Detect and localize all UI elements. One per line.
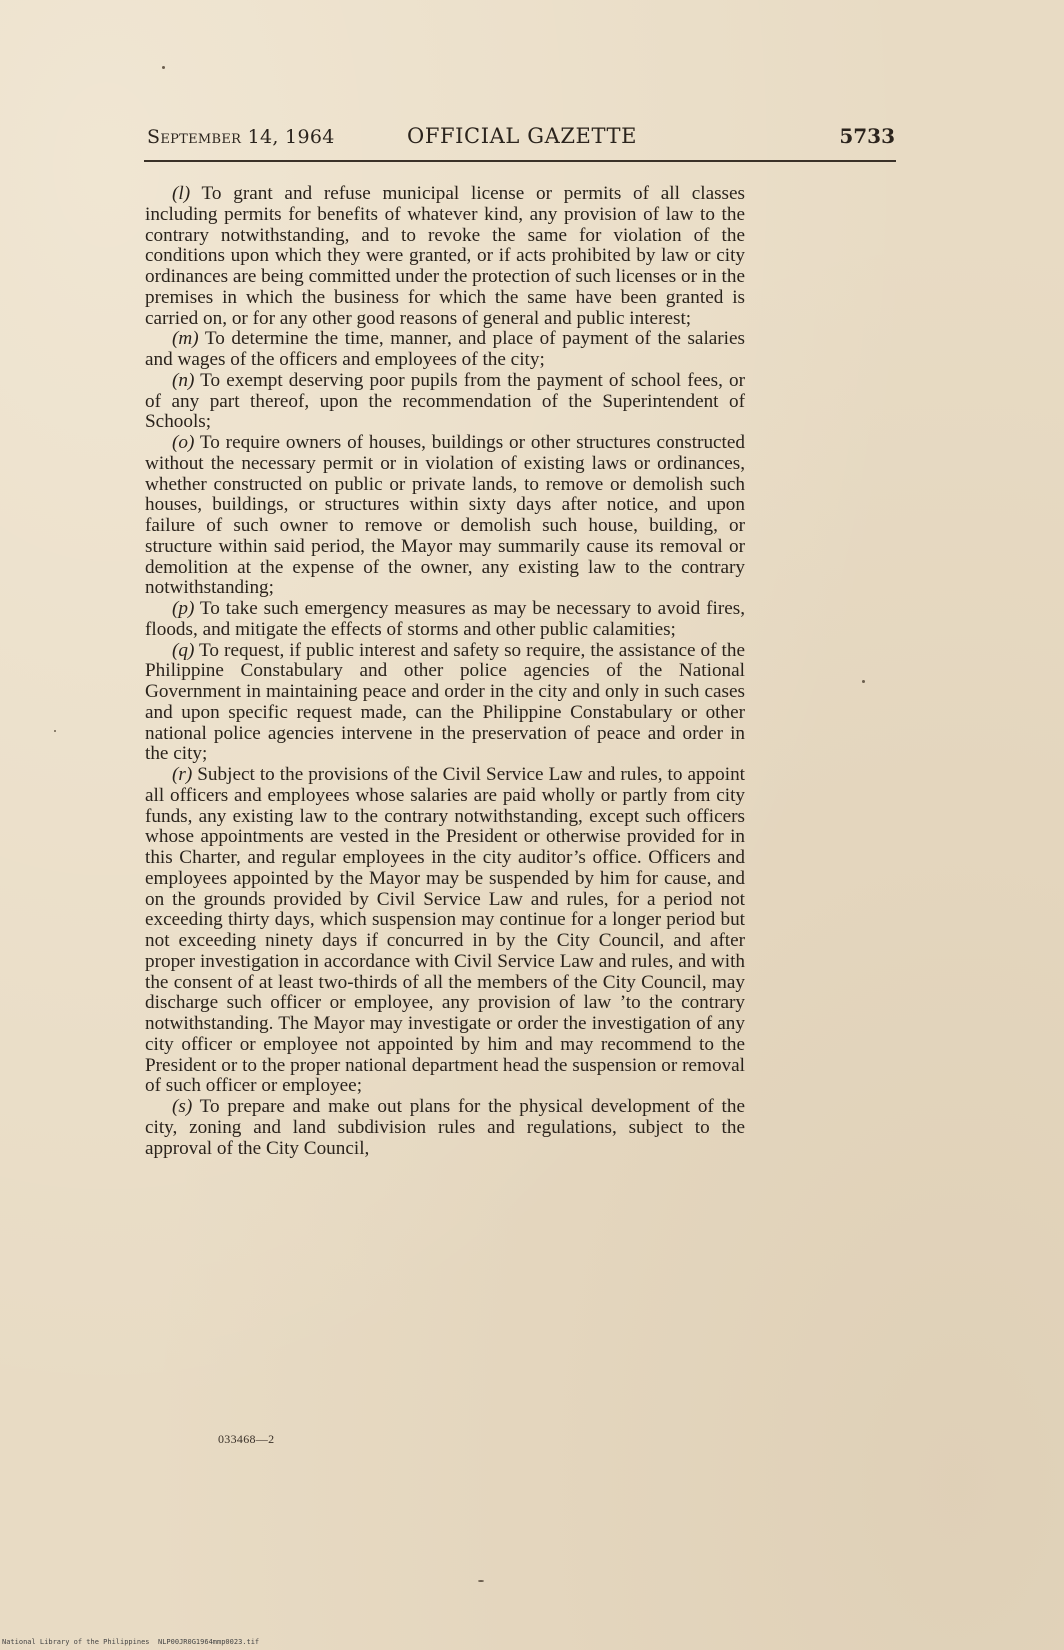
scan-footer-source: National Library of the Philippines: [2, 1638, 150, 1646]
paragraph-text: To exempt deserving poor pupils from the payment of school fees, or of any part thereof, upon the recommendation of the Superintendent of Schools;: [145, 369, 745, 433]
page-header: [145, 124, 895, 154]
scan-footer-filename: NLP00JR0G1964mmp0023.tif: [158, 1638, 260, 1646]
paragraph-letter: (r): [172, 764, 193, 785]
paragraph-m: [145, 329, 745, 371]
paragraph-letter: (o): [172, 432, 195, 453]
paragraph-letter: (p): [172, 598, 195, 619]
paragraph-p: [145, 599, 745, 641]
paragraph-text: To take such emergency measures as may be necessary to avoid fires, floods, and mitigate the effects of storms and other public calamities;: [145, 598, 745, 640]
paragraph-text: To require owners of houses, buildings or other structures constructed without the necessary permit or in violation of existing laws or ordinances, whether constructed on public or private lands, to remove or demolish such houses, buildings, or structures within sixty days after notice, and upon failure of such owner to remove or demolish such house, building, or structure within said period, the Mayor may summarily cause its removal or demolition at the expense of the owner, any existing law to the contrary notwithstanding;: [145, 432, 745, 599]
paragraph-l: [145, 184, 745, 329]
paragraph-o: [145, 433, 745, 599]
header-rule: [144, 160, 896, 162]
header-date: September 14, 1964: [147, 126, 335, 148]
paragraph-text: Subject to the provisions of the Civil Service Law and rules, to appoint all officers and employees whose salaries are paid wholly or partly from city funds, any existing law to the contrary notwithstanding, except such officers whose appointments are vested in the President or otherwise provided for in this Charter, and regular employees in the city auditor’s office. Officers and employees appointed by the Mayor may be suspended by him for cause, and on the grounds provided by Civil Service Law and rules, for a period not exceeding thirty days, which suspension may continue for a longer period but not exceeding ninety days if concurred in by the City Council, and after proper investigation in accordance with Civil Service Law and rules, and with the consent of at least two-thirds of all the members of the City Council, may discharge such officer or employee, any provision of law ’to the contrary notwithstanding. The Mayor may investigate or order the investigation of any city officer or employee not appointed by him and may recommend to the President or to the proper national department head the suspension or removal of such officer or employee;: [145, 764, 745, 1097]
paragraph-text: To grant and refuse municipal license or permits of all classes including permits for benefits of whatever kind, any provision of law to the contrary notwithstanding, and to revoke the same for violation of the conditions upon which they were granted, or if acts prohibited by law or city ordinances are being committed under the protection of such licenses or in the premises in which the business for which the same have been granted is carried on, or for any other good reasons of general and public interest;: [145, 183, 745, 329]
printer-footnote: 033468—2: [218, 1432, 275, 1446]
paragraph-letter: (q): [172, 639, 195, 661]
scan-speck: [862, 680, 865, 683]
header-title: OFFICIAL GAZETTE: [407, 124, 637, 148]
paragraph-letter: (s): [172, 1096, 193, 1117]
paragraph-letter: (l): [172, 183, 191, 204]
paragraph-letter: (m): [172, 328, 199, 350]
paragraph-n: [145, 371, 745, 433]
paragraph-text: To prepare and make out plans for the physical development of the city, zoning and land subdivision rules and regulations, subject to the approval of the City Council,: [145, 1096, 745, 1159]
paragraph-letter: (n): [172, 369, 195, 391]
paragraph-s: [145, 1097, 745, 1159]
scan-speck: [478, 1580, 484, 1582]
body-text: [145, 184, 745, 1159]
scan-speck: [162, 66, 165, 69]
scan-speck: [54, 730, 56, 732]
scan-footer: [0, 1638, 1064, 1648]
paragraph-q: [145, 641, 745, 766]
paragraph-text: To determine the time, manner, and place of payment of the salaries and wages of the officers and employees of the city;: [145, 328, 745, 370]
paragraph-text: To request, if public interest and safety so require, the assistance of the Philippine Constabulary and other police agencies of the National Government in maintaining peace and order in the city and only in such cases and upon specific request made, can the Philippine Constabulary or other national police agencies intervene in the preservation of peace and order in the city;: [145, 639, 745, 765]
header-page-number: 5733: [839, 124, 895, 148]
paragraph-r: [145, 765, 745, 1097]
